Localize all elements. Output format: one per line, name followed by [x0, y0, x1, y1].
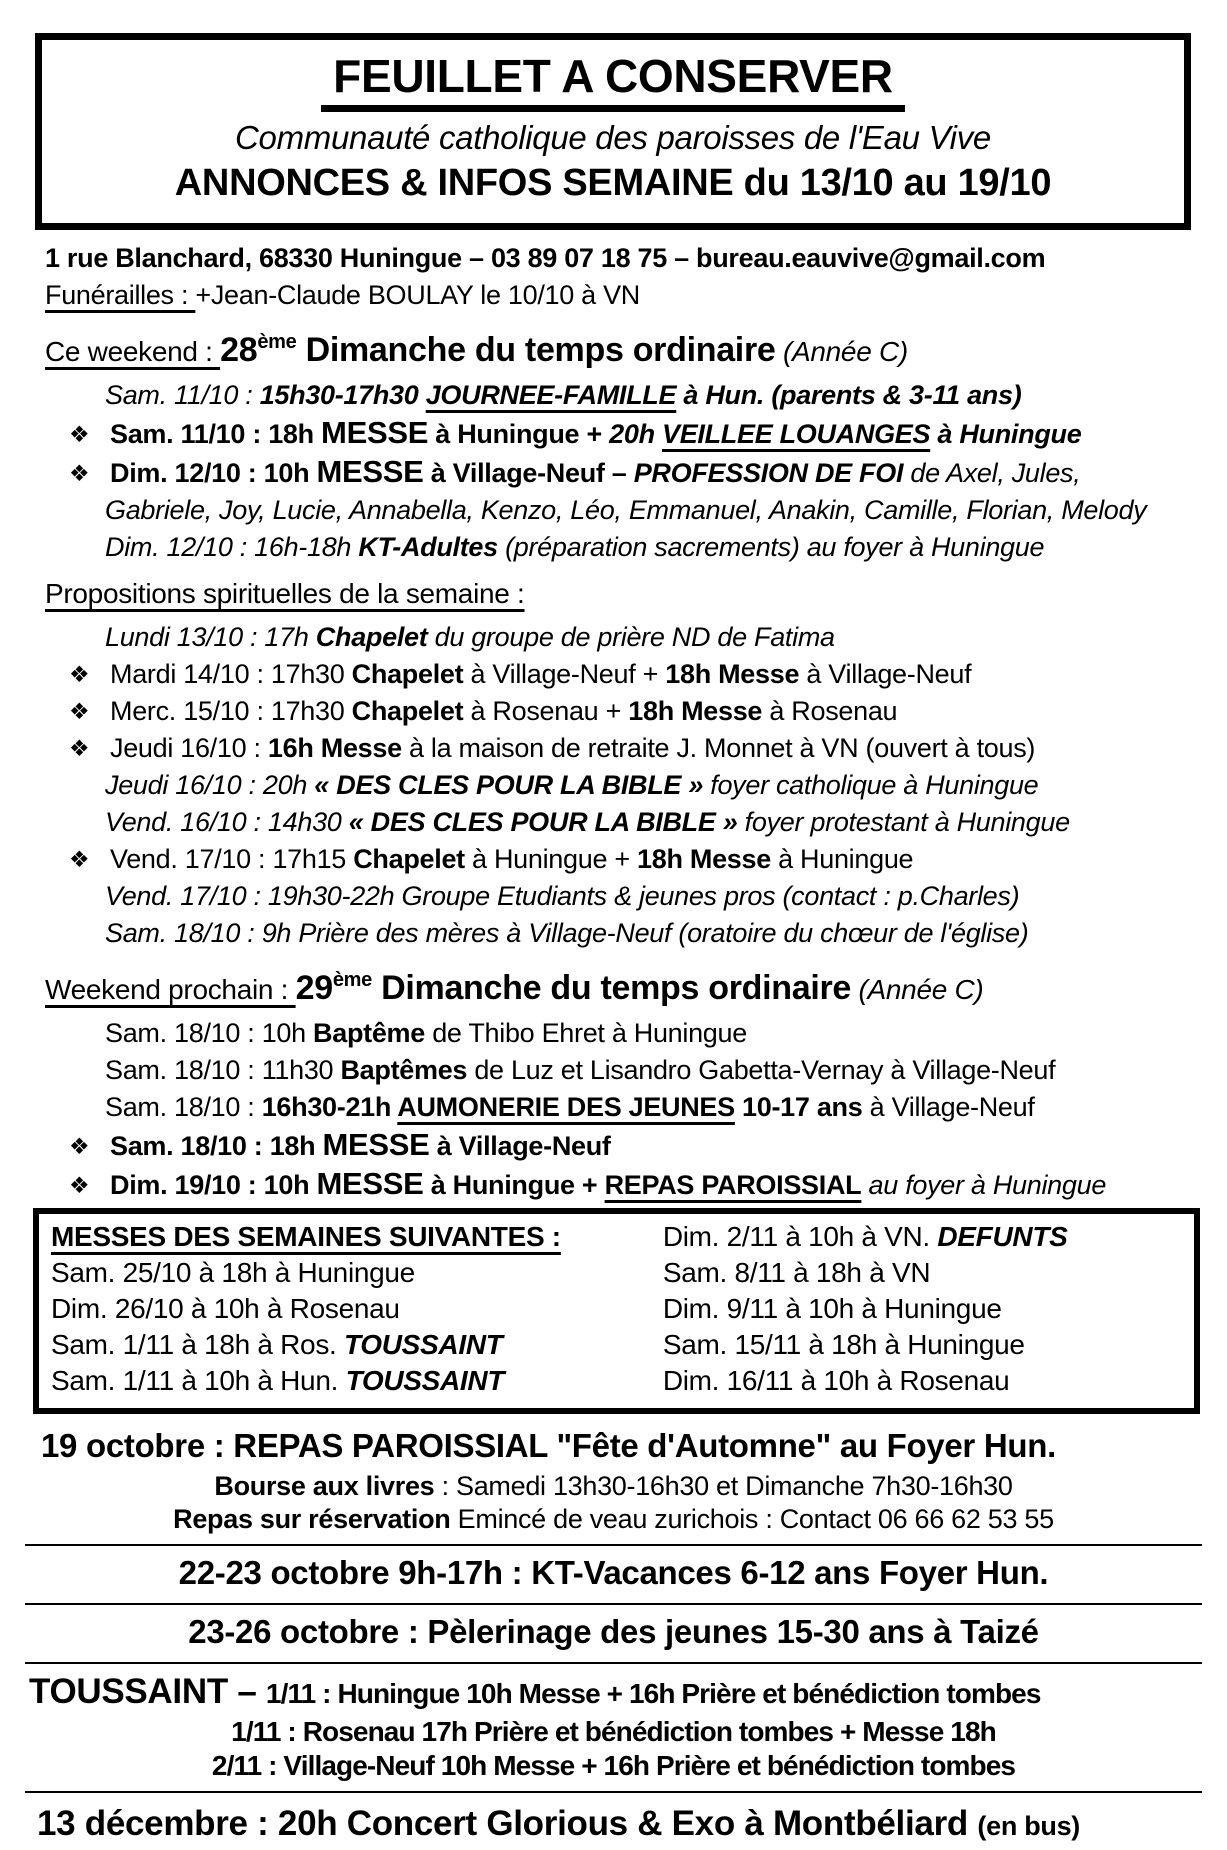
- newsletter-page: [0, 33, 1227, 1844]
- mass-line: [663, 1291, 1184, 1327]
- text-segment: Sam. 15/11 à 18h à Huningue: [662, 1329, 1025, 1361]
- diamond-bullet-icon: ❖: [69, 846, 90, 873]
- text-segment: Dim. 26/10 à 10h à Rosenau: [51, 1293, 400, 1325]
- section-divider: [25, 1791, 1202, 1793]
- text-segment: du groupe de prière ND de Fatima: [427, 622, 835, 653]
- text-segment: 16h Messe: [267, 733, 402, 764]
- text-segment: de Axel, Jules,: [903, 458, 1081, 489]
- text-segment: 1 rue Blanchard, 68330 Huningue – 03 89 07 18 75 – bureau.eauvive@gmail.com: [45, 243, 1046, 274]
- text-segment: Vend. 16/10 : 14h30: [105, 807, 349, 838]
- text-segment: Lundi 13/10 : 17h: [105, 622, 316, 653]
- text-segment: +Jean-Claude BOULAY le 10/10 à VN: [195, 280, 641, 311]
- diamond-bullet-icon: ❖: [69, 1172, 90, 1199]
- text-segment: à Village-Neuf: [799, 659, 972, 690]
- text-segment: foyer protestant à Huningue: [737, 807, 1070, 838]
- text-segment: à Rosenau: [762, 696, 898, 727]
- mass-line: [51, 1255, 663, 1291]
- text-segment: à Village-Neuf +: [463, 659, 666, 690]
- text-segment: 1/11 : Rosenau 17h Prière et bénédiction tombes + Messe 18h: [231, 1716, 996, 1748]
- text-segment: Dim. 9/11 à 10h à Huningue: [662, 1293, 1002, 1325]
- text-segment: MESSE: [321, 415, 429, 451]
- text-segment: REPAS PAROISSIAL: [604, 1170, 862, 1201]
- event-line: [45, 656, 1187, 693]
- section-divider: [25, 1662, 1202, 1664]
- event-line: [45, 453, 1187, 492]
- event-line: [45, 414, 1187, 453]
- text-segment: Jeudi 16/10 :: [110, 733, 268, 764]
- events-list: [0, 230, 1227, 1204]
- community-subtitle: Communauté catholique des paroisses de l'Eau Vive: [235, 118, 991, 156]
- text-segment: 10-17 ans: [734, 1092, 863, 1123]
- text-segment: 23-26 octobre : Pèlerinage des jeunes 15-30 ans à Taizé: [188, 1613, 1039, 1651]
- event-line: [45, 1126, 1187, 1165]
- text-segment: 22-23 octobre 9h-17h : KT-Vacances 6-12 ans Foyer Hun.: [178, 1554, 1049, 1592]
- text-segment: Dim. 19/10 : 10h: [110, 1170, 317, 1201]
- text-segment: Chapelet: [351, 659, 464, 690]
- text-segment: au foyer à Huningue: [861, 1170, 1107, 1201]
- mass-line: [51, 1327, 663, 1363]
- text-segment: Sam. 25/10 à 18h à Huningue: [51, 1257, 415, 1289]
- text-segment: Propositions spirituelles de la semaine :: [45, 578, 525, 610]
- text-segment: Dim. 16/11 à 10h à Rosenau: [662, 1365, 1010, 1397]
- text-segment: AUMONERIE DES JEUNES: [397, 1092, 735, 1123]
- upcoming-masses-box: [33, 1208, 1200, 1414]
- section-heading-weekend-prochain: [45, 955, 1187, 1015]
- text-segment: (en bus): [977, 1811, 1081, 1842]
- event-line: [45, 804, 1187, 841]
- text-segment: Dim. 2/11 à 10h à VN.: [662, 1221, 938, 1253]
- text-segment: de Thibo Ehret à Huningue: [425, 1018, 747, 1049]
- text-segment: (préparation sacrements) au foyer à Huningue: [497, 532, 1045, 563]
- announcements-footer: [0, 1424, 1227, 1850]
- text-segment: Sam. 18/10 :: [105, 1092, 262, 1123]
- header-box: [35, 33, 1191, 230]
- toussaint-line: [25, 1715, 1202, 1749]
- event-line: [45, 1052, 1187, 1089]
- text-segment: Dim. 12/10 : 10h: [110, 458, 317, 489]
- text-segment: à Huningue +: [428, 419, 610, 450]
- text-segment: Vend. 17/10 : 17h15: [110, 844, 354, 875]
- event-line: [45, 878, 1187, 915]
- text-segment: 1/11 : Huningue 10h Messe + 16h Prière et bénédiction tombes: [265, 1678, 1041, 1710]
- text-segment: Sam. 18/10 : 10h: [105, 1018, 314, 1049]
- text-segment: Weekend prochain :: [45, 974, 296, 1006]
- mass-line: [663, 1255, 1184, 1291]
- event-line: [45, 619, 1187, 656]
- mass-line: [51, 1291, 663, 1327]
- text-segment: Baptême: [313, 1018, 425, 1049]
- text-segment: foyer catholique à Huningue: [703, 770, 1039, 801]
- text-segment: à Village-Neuf –: [423, 458, 634, 489]
- mass-line: [51, 1363, 663, 1399]
- text-segment: à la maison de retraite J. Monnet à VN (ouvert à tous): [401, 733, 1036, 764]
- text-segment: Sam. 1/11 à 18h à Ros.: [51, 1329, 344, 1361]
- event-line: [45, 1165, 1187, 1204]
- text-segment: 19 octobre : REPAS PAROISSIAL "Fête d'Automne" au Foyer Hun.: [41, 1427, 1056, 1465]
- text-segment: Jeudi 16/10 : 20h: [105, 770, 315, 801]
- text-segment: à Village-Neuf: [429, 1131, 611, 1162]
- page-title-row: [52, 50, 1174, 112]
- text-segment: Funérailles :: [45, 280, 196, 311]
- event-line: [45, 841, 1187, 878]
- text-segment: ème: [332, 969, 372, 992]
- text-segment: Repas sur réservation: [173, 1504, 451, 1535]
- event-line: [45, 915, 1187, 952]
- text-segment: Sam. 1/11 à 10h à Hun.: [51, 1365, 346, 1397]
- text-segment: de Luz et Lisandro Gabetta-Vernay à Village-Neuf: [467, 1055, 1056, 1086]
- text-segment: 29: [295, 969, 333, 1008]
- masses-left-column: [51, 1219, 663, 1399]
- masses-right-column: [663, 1219, 1184, 1399]
- text-segment: Emincé de veau zurichois : Contact 06 66 62 53 55: [450, 1504, 1054, 1535]
- text-segment: TOUSSAINT: [343, 1329, 503, 1361]
- text-segment: à Huningue +: [464, 844, 638, 875]
- section-heading-propositions: [45, 569, 1187, 619]
- text-segment: 18h Messe: [637, 844, 771, 875]
- text-segment: « DES CLES POUR LA BIBLE »: [314, 770, 704, 801]
- text-segment: Sam. 18/10 : 11h30: [105, 1055, 341, 1086]
- taize-banner: [25, 1612, 1202, 1654]
- text-segment: TOUSSAINT: [29, 1672, 228, 1712]
- text-segment: à Hun. (parents & 3-11 ans): [676, 380, 1022, 411]
- event-line: [45, 1015, 1187, 1052]
- diamond-bullet-icon: ❖: [69, 421, 90, 448]
- repas-reservation-line: [25, 1503, 1202, 1536]
- text-segment: Bourse aux livres: [214, 1471, 435, 1502]
- event-line: [45, 529, 1187, 566]
- text-segment: (Année C): [775, 336, 908, 368]
- toussaint-line: [25, 1671, 1202, 1715]
- text-segment: JOURNEE-FAMILLE: [425, 380, 677, 411]
- masses-box-heading: [51, 1219, 663, 1255]
- text-segment: ème: [257, 331, 297, 354]
- contact-line: [45, 240, 1187, 277]
- text-segment: Sam. 11/10 :: [105, 380, 260, 411]
- concert-banner: [25, 1800, 1202, 1850]
- section-heading-ce-weekend: [45, 317, 1187, 377]
- text-segment: Baptêmes: [340, 1055, 468, 1086]
- text-segment: 18h Messe: [665, 659, 800, 690]
- text-segment: TOUSSAINT: [345, 1365, 505, 1397]
- text-segment: Chapelet: [351, 696, 464, 727]
- text-segment: Merc. 15/10 : 17h30: [110, 696, 352, 727]
- text-segment: MESSES DES SEMAINES SUIVANTES :: [51, 1221, 561, 1253]
- text-segment: Mardi 14/10 : 17h30: [110, 659, 352, 690]
- page-title: FEUILLET A CONSERVER: [321, 50, 905, 112]
- toussaint-line: [25, 1749, 1202, 1783]
- mass-line: [663, 1363, 1184, 1399]
- text-segment: Vend. 17/10 : 19h30-22h Groupe Etudiants & jeunes pros (contact : p.Charles): [105, 881, 1020, 912]
- text-segment: –: [227, 1672, 266, 1712]
- text-segment: DEFUNTS: [937, 1221, 1068, 1253]
- section-divider: [25, 1603, 1202, 1605]
- text-segment: à Village-Neuf: [862, 1092, 1035, 1123]
- week-banner: ANNONCES & INFOS SEMAINE du 13/10 au 19/10: [174, 162, 1052, 205]
- text-segment: PROFESSION DE FOI: [633, 458, 904, 489]
- text-segment: à Huningue: [930, 419, 1082, 450]
- funerals-line: [45, 277, 1187, 314]
- event-line: [45, 730, 1187, 767]
- text-segment: à Huningue: [770, 844, 914, 875]
- diamond-bullet-icon: ❖: [69, 661, 90, 688]
- text-segment: MESSE: [322, 1127, 430, 1163]
- diamond-bullet-icon: ❖: [69, 1133, 90, 1160]
- event-line: [45, 767, 1187, 804]
- text-segment: Dimanche du temps ordinaire: [371, 969, 852, 1008]
- text-segment: Dim. 12/10 : 16h-18h: [105, 532, 359, 563]
- text-segment: 2/11 : Village-Neuf 10h Messe + 16h Prière et bénédiction tombes: [211, 1750, 1016, 1782]
- text-segment: à Huningue +: [423, 1170, 605, 1201]
- text-segment: MESSE: [316, 1166, 424, 1202]
- text-segment: Sam. 18/10 : 9h Prière des mères à Village-Neuf (oratoire du chœur de l'église): [105, 918, 1029, 949]
- text-segment: 15h30-17h30: [259, 380, 426, 411]
- diamond-bullet-icon: ❖: [69, 735, 90, 762]
- text-segment: 20h: [609, 419, 662, 450]
- text-segment: Ce weekend :: [45, 336, 221, 368]
- text-segment: 18h Messe: [628, 696, 763, 727]
- text-segment: Gabriele, Joy, Lucie, Annabella, Kenzo, Léo, Emmanuel, Anakin, Camille, Florian, Melody: [105, 495, 1147, 526]
- text-segment: Chapelet: [315, 622, 428, 653]
- text-segment: 16h30-21h: [261, 1092, 398, 1123]
- text-segment: à Rosenau +: [463, 696, 629, 727]
- event-line: [45, 1089, 1187, 1126]
- bourse-aux-livres-line: [25, 1470, 1202, 1503]
- text-segment: 28: [220, 331, 258, 370]
- text-segment: Sam. 11/10 : 18h: [110, 419, 322, 450]
- kt-vacances-banner: [25, 1553, 1202, 1595]
- diamond-bullet-icon: ❖: [69, 698, 90, 725]
- text-segment: VEILLEE LOUANGES: [661, 419, 931, 450]
- text-segment: « DES CLES POUR LA BIBLE »: [348, 807, 738, 838]
- text-segment: 13 décembre : 20h Concert Glorious & Exo à Montbéliard: [37, 1804, 978, 1844]
- mass-line: [663, 1327, 1184, 1363]
- text-segment: MESSE: [316, 454, 424, 490]
- mass-line: [663, 1219, 1184, 1255]
- event-line: [45, 492, 1187, 529]
- text-segment: : Samedi 13h30-16h30 et Dimanche 7h30-16h30: [434, 1471, 1013, 1502]
- text-segment: KT-Adultes: [358, 532, 498, 563]
- text-segment: Sam. 8/11 à 18h à VN: [662, 1257, 931, 1289]
- diamond-bullet-icon: ❖: [69, 460, 90, 487]
- event-line: [45, 377, 1187, 414]
- repas-paroissial-banner: [25, 1424, 1202, 1470]
- text-segment: Dimanche du temps ordinaire: [296, 331, 776, 370]
- event-line: [45, 693, 1187, 730]
- text-segment: (Année C): [851, 974, 984, 1006]
- text-segment: Sam. 18/10 : 18h: [110, 1131, 323, 1162]
- text-segment: Chapelet: [353, 844, 465, 875]
- section-divider: [25, 1544, 1202, 1546]
